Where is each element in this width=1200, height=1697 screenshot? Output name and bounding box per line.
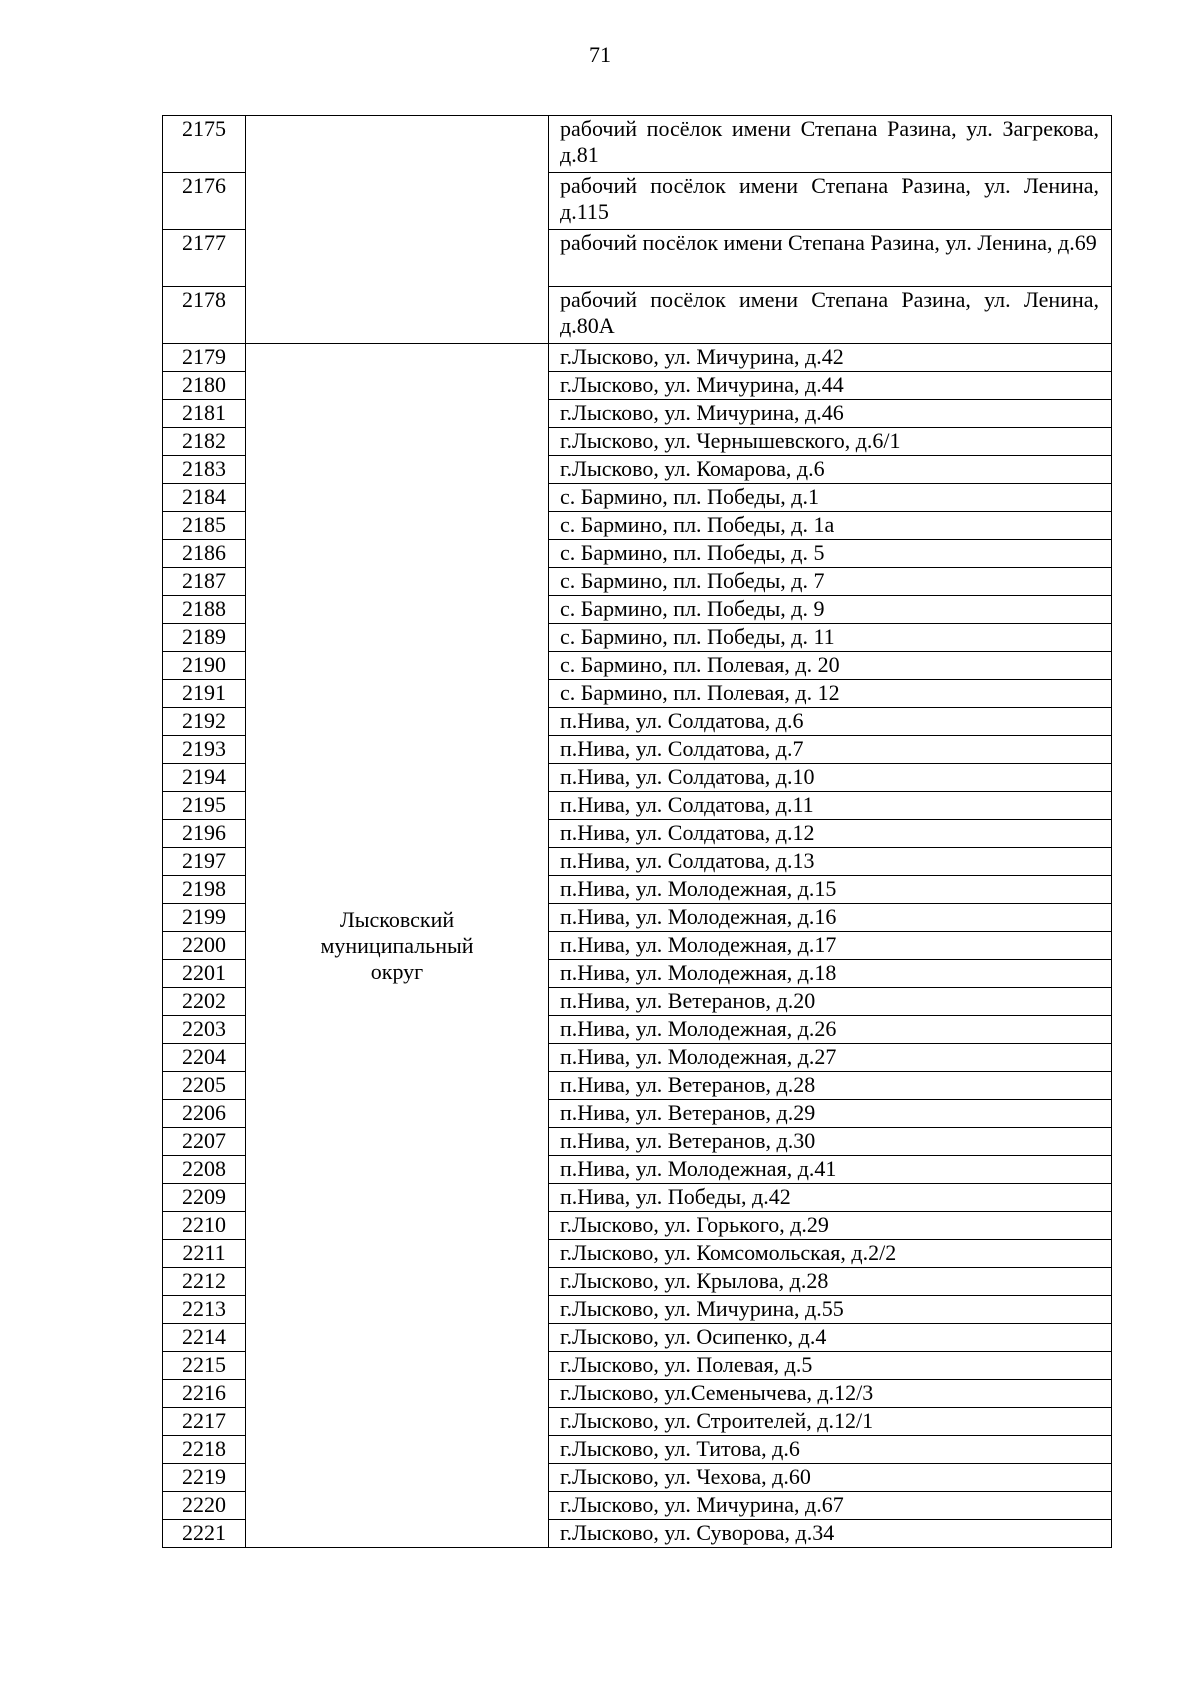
row-number: 2207 xyxy=(163,1128,246,1156)
address-cell: п.Нива, ул. Солдатова, д.6 xyxy=(549,708,1112,736)
row-number: 2185 xyxy=(163,512,246,540)
row-number: 2190 xyxy=(163,652,246,680)
address-cell: п.Нива, ул. Ветеранов, д.28 xyxy=(549,1072,1112,1100)
address-cell: г.Лысково, ул. Мичурина, д.42 xyxy=(549,344,1112,372)
address-cell: п.Нива, ул. Солдатова, д.7 xyxy=(549,736,1112,764)
address-cell: г.Лысково, ул. Суворова, д.34 xyxy=(549,1520,1112,1548)
row-number: 2206 xyxy=(163,1100,246,1128)
row-number: 2205 xyxy=(163,1072,246,1100)
row-number: 2186 xyxy=(163,540,246,568)
address-cell: рабочий посёлок имени Степана Разина, ул. Загрекова, д.81 xyxy=(549,116,1112,173)
row-number: 2175 xyxy=(163,116,246,173)
address-table xyxy=(162,115,1112,1548)
table-row xyxy=(163,344,1112,372)
row-number: 2192 xyxy=(163,708,246,736)
address-cell: г.Лысково, ул. Полевая, д.5 xyxy=(549,1352,1112,1380)
row-number: 2204 xyxy=(163,1044,246,1072)
address-cell: п.Нива, ул. Солдатова, д.10 xyxy=(549,764,1112,792)
row-number: 2218 xyxy=(163,1436,246,1464)
row-number: 2214 xyxy=(163,1324,246,1352)
address-table-body xyxy=(163,116,1112,1548)
address-cell: п.Нива, ул. Молодежная, д.18 xyxy=(549,960,1112,988)
address-cell: п.Нива, ул. Молодежная, д.26 xyxy=(549,1016,1112,1044)
row-number: 2213 xyxy=(163,1296,246,1324)
address-cell: с. Бармино, пл. Полевая, д. 20 xyxy=(549,652,1112,680)
address-cell: г.Лысково, ул. Крылова, д.28 xyxy=(549,1268,1112,1296)
row-number: 2198 xyxy=(163,876,246,904)
address-cell: г.Лысково, ул. Чехова, д.60 xyxy=(549,1464,1112,1492)
row-number: 2179 xyxy=(163,344,246,372)
row-number: 2189 xyxy=(163,624,246,652)
address-cell: г.Лысково, ул. Комсомольская, д.2/2 xyxy=(549,1240,1112,1268)
address-cell: п.Нива, ул. Солдатова, д.11 xyxy=(549,792,1112,820)
row-number: 2217 xyxy=(163,1408,246,1436)
table-row xyxy=(163,116,1112,173)
address-cell: с. Бармино, пл. Победы, д. 11 xyxy=(549,624,1112,652)
address-cell: г.Лысково, ул. Горького, д.29 xyxy=(549,1212,1112,1240)
row-number: 2220 xyxy=(163,1492,246,1520)
row-number: 2181 xyxy=(163,400,246,428)
municipality-cell xyxy=(246,344,549,1548)
address-cell: п.Нива, ул. Победы, д.42 xyxy=(549,1184,1112,1212)
page-number: 71 xyxy=(589,42,611,67)
row-number: 2216 xyxy=(163,1380,246,1408)
row-number: 2211 xyxy=(163,1240,246,1268)
address-cell: п.Нива, ул. Ветеранов, д.29 xyxy=(549,1100,1112,1128)
row-number: 2197 xyxy=(163,848,246,876)
address-cell: г.Лысково, ул. Мичурина, д.44 xyxy=(549,372,1112,400)
address-cell: с. Бармино, пл. Победы, д.1 xyxy=(549,484,1112,512)
address-cell: п.Нива, ул. Солдатова, д.13 xyxy=(549,848,1112,876)
address-cell: г.Лысково, ул. Комарова, д.6 xyxy=(549,456,1112,484)
address-cell: п.Нива, ул. Молодежная, д.27 xyxy=(549,1044,1112,1072)
row-number: 2196 xyxy=(163,820,246,848)
address-cell: с. Бармино, пл. Победы, д. 5 xyxy=(549,540,1112,568)
row-number: 2194 xyxy=(163,764,246,792)
address-cell: п.Нива, ул. Молодежная, д.17 xyxy=(549,932,1112,960)
row-number: 2215 xyxy=(163,1352,246,1380)
address-cell: рабочий посёлок имени Степана Разина, ул. Ленина, д.69 xyxy=(549,230,1112,287)
address-cell: г.Лысково, ул.Семенычева, д.12/3 xyxy=(549,1380,1112,1408)
address-cell: с. Бармино, пл. Победы, д. 9 xyxy=(549,596,1112,624)
address-cell: г.Лысково, ул. Титова, д.6 xyxy=(549,1436,1112,1464)
address-cell: г.Лысково, ул. Мичурина, д.67 xyxy=(549,1492,1112,1520)
row-number: 2191 xyxy=(163,680,246,708)
address-cell: п.Нива, ул. Молодежная, д.16 xyxy=(549,904,1112,932)
row-number: 2182 xyxy=(163,428,246,456)
municipality-name: Лысковский муниципальный округ xyxy=(320,906,474,984)
row-number: 2183 xyxy=(163,456,246,484)
address-cell: с. Бармино, пл. Победы, д. 1а xyxy=(549,512,1112,540)
row-number: 2184 xyxy=(163,484,246,512)
address-cell: рабочий посёлок имени Степана Разина, ул. Ленина, д.115 xyxy=(549,173,1112,230)
address-cell: п.Нива, ул. Ветеранов, д.20 xyxy=(549,988,1112,1016)
address-cell: г.Лысково, ул. Строителей, д.12/1 xyxy=(549,1408,1112,1436)
row-number: 2208 xyxy=(163,1156,246,1184)
row-number: 2210 xyxy=(163,1212,246,1240)
address-cell: г.Лысково, ул. Мичурина, д.46 xyxy=(549,400,1112,428)
row-number: 2200 xyxy=(163,932,246,960)
address-cell: г.Лысково, ул. Осипенко, д.4 xyxy=(549,1324,1112,1352)
row-number: 2187 xyxy=(163,568,246,596)
address-cell: с. Бармино, пл. Полевая, д. 12 xyxy=(549,680,1112,708)
row-number: 2203 xyxy=(163,1016,246,1044)
row-number: 2188 xyxy=(163,596,246,624)
row-number: 2193 xyxy=(163,736,246,764)
row-number: 2199 xyxy=(163,904,246,932)
row-number: 2178 xyxy=(163,287,246,344)
row-number: 2219 xyxy=(163,1464,246,1492)
address-cell: г.Лысково, ул. Чернышевского, д.6/1 xyxy=(549,428,1112,456)
address-cell: с. Бармино, пл. Победы, д. 7 xyxy=(549,568,1112,596)
row-number: 2177 xyxy=(163,230,246,287)
address-cell: п.Нива, ул. Молодежная, д.41 xyxy=(549,1156,1112,1184)
row-number: 2201 xyxy=(163,960,246,988)
address-cell: п.Нива, ул. Молодежная, д.15 xyxy=(549,876,1112,904)
address-cell: п.Нива, ул. Ветеранов, д.30 xyxy=(549,1128,1112,1156)
row-number: 2180 xyxy=(163,372,246,400)
row-number: 2202 xyxy=(163,988,246,1016)
row-number: 2212 xyxy=(163,1268,246,1296)
row-number: 2209 xyxy=(163,1184,246,1212)
row-number: 2176 xyxy=(163,173,246,230)
row-number: 2195 xyxy=(163,792,246,820)
address-cell: г.Лысково, ул. Мичурина, д.55 xyxy=(549,1296,1112,1324)
row-number: 2221 xyxy=(163,1520,246,1548)
municipality-cell xyxy=(246,116,549,344)
address-cell: рабочий посёлок имени Степана Разина, ул. Ленина, д.80А xyxy=(549,287,1112,344)
address-cell: п.Нива, ул. Солдатова, д.12 xyxy=(549,820,1112,848)
